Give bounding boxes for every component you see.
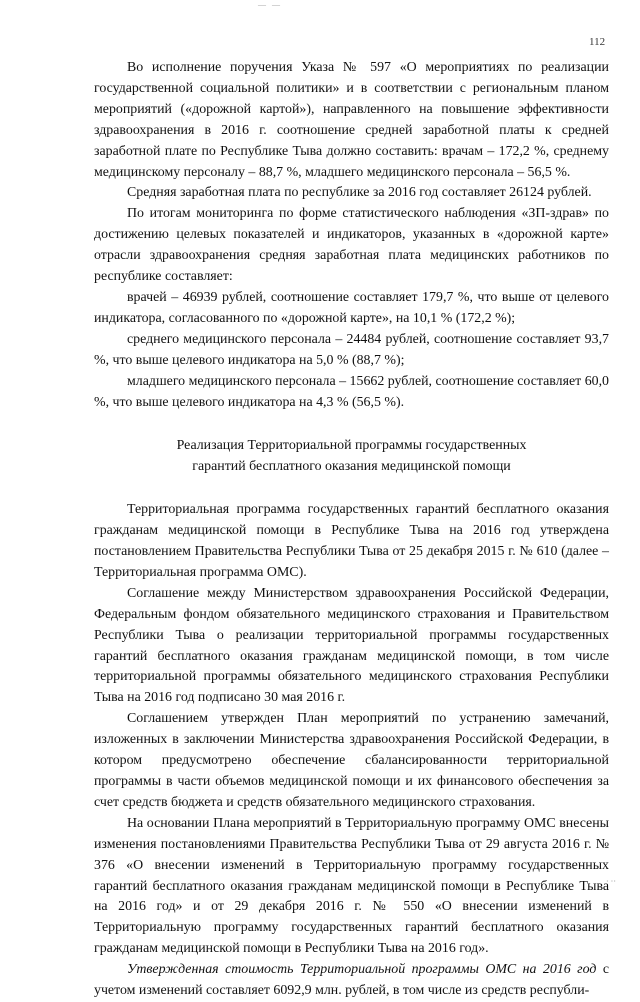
section-heading-line-1: Реализация Территориальной программы государственных (176, 438, 527, 454)
approved-cost-italic-lead: Утвержденная стоимость Территориальной программы ОМС на 2016 год (127, 962, 597, 978)
paragraph-doctors-salary: врачей – 46939 рублей, соотношение составляет 179,7 %, что выше от целевого индикатора, согласованного по «дорожной карте», на 10,1 % (172,2 %); (94, 289, 609, 326)
document-body (94, 58, 609, 1002)
page-number: 112 (589, 36, 606, 48)
paragraph-agreement: Соглашение между Министерством здравоохранения Российской Федерации, Федеральным фондом обязательного медицинского страхования и Правительством Республики Тыва о реализации территориальной программы государственных гарантий бесплатного оказания гражданам медицинской помощи, в том числе территориальной программы обязательного медицинского страхования Республики Тыва на 2016 год подписано 30 мая 2016 г. (94, 585, 609, 706)
paragraph-decree-597: Во исполнение поручения Указа № 597 «О мероприятиях по реализации государственной социальной политики» и в соответствии с региональным планом мероприятий («дорожной картой»), направленного на повышение эффективности здравоохранения в 2016 г. соотношение средней заработной платы к средней заработной плате по Республике Тыва должно составить: врачам – 172,2 %, среднему медицинскому персоналу – 88,7 %, младшего медицинского персонала – 56,5 %. (94, 60, 609, 180)
paragraph-monitoring-results: По итогам мониторинга по форме статистического наблюдения «ЗП-здрав» по достижению целевых показателей и индикаторов, указанных в «дорожной карте» отрасли здравоохранения средняя заработная плата медицинских работников по республике составляет: (94, 206, 609, 285)
section-heading (94, 436, 609, 478)
scan-corner-mark: · ·· (606, 877, 616, 886)
approved-cost-rest: с учетом изменений составляет 6092,9 млн. рублей, в том числе из средств республи- (94, 962, 609, 999)
paragraph-approved-cost (94, 960, 609, 1002)
paragraph-action-plan: Соглашением утвержден План мероприятий по устранению замечаний, изложенных в заключении Министерства здравоохранения Российской Федерации, в котором предусмотрено обеспечение сбалансированности территориальной программы в части объемов медицинской помощи и их финансового обеспечения за счет средств бюджета и средств обязательного медицинского страхования. (94, 711, 609, 810)
paragraph-junior-staff-salary: младшего медицинского персонала – 15662 рублей, соотношение составляет 60,0 %, что выше целевого индикатора на 4,3 % (56,5 %). (94, 373, 609, 410)
scan-artifact-mark: — — (258, 0, 282, 9)
paragraph-average-salary: Средняя заработная плата по республике за 2016 год составляет 26124 рублей. (127, 185, 592, 201)
paragraph-amendments: На основании Плана мероприятий в Территориальную программу ОМС внесены изменения постановлениями Правительства Республики Тыва от 29 августа 2016 г. № 376 «О внесении изменений в Территориальную программу государственных гарантий бесплатного оказания гражданам медицинской помощи в Республике Тыва на 2016 год» и от 29 декабря 2016 г. № 550 «О внесении изменений в Территориальную программу государственных гарантий бесплатного оказания гражданам медицинской помощи в Республики Тыва на 2016 год». (94, 815, 609, 957)
paragraph-territorial-program: Территориальная программа государственных гарантий бесплатного оказания гражданам медицинской помощи в Республике Тыва на 2016 год утверждена постановлением Правительства Республики Тыва от 25 декабря 2015 г. № 610 (далее – Территориальная программа ОМС). (94, 502, 609, 580)
paragraph-mid-staff-salary: среднего медицинского персонала – 24484 рублей, соотношение составляет 93,7 %, что выше целевого индикатора на 5,0 % (88,7 %); (94, 331, 609, 368)
section-heading-line-2: гарантий бесплатного оказания медицинской помощи (192, 459, 511, 475)
